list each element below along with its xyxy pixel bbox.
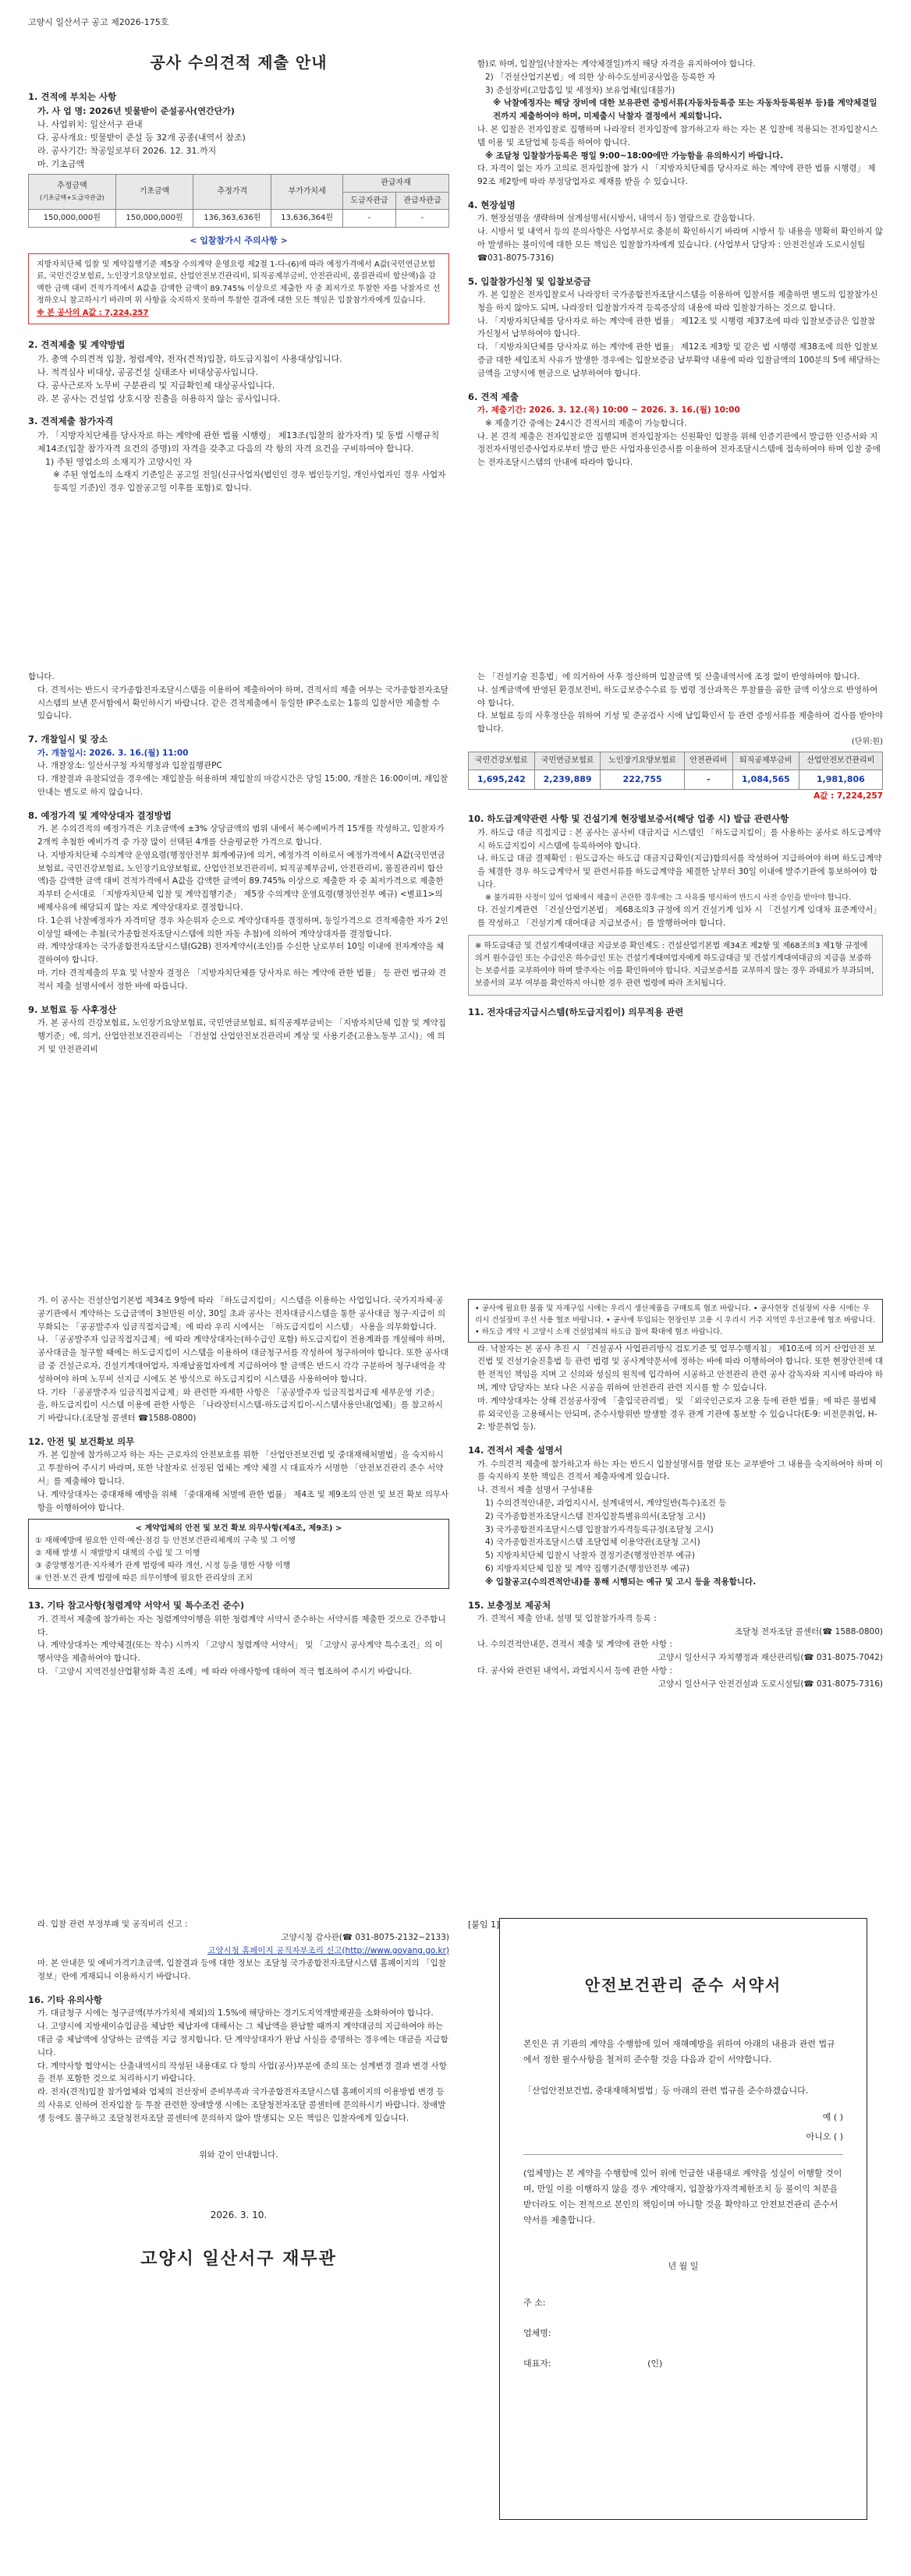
pledge-no-row (500, 2130, 867, 2143)
doc-list-5: 5) 지방자치단체 입찰시 낙찰자 결정기준(행정안전부 예규) (485, 1551, 695, 1561)
pledge-yes-check[interactable]: ( ) (833, 2112, 843, 2123)
td-safety: - (684, 770, 732, 789)
s8-item-b: 나. 지방자치단체 수의계약 운영요령(행정안전부 회계예규)에 의거, 예정가격 이하로서 예정가격에서 A값(국민연금보험료, 국민건강보험료, 노인장기요양보험료, 산업안전보건관리비, 퇴직공제부금비, 안전관리비, 품질관리비 합산액)을 감액한 금액 대비 견적가격에서 A값을 감액한 금액이 89.745% 이상으로 제출한 자 중 최저가격으로 제출한 자부터 순서대로 「지방자치단체 입찰 및 계약집행기준」 제5장 수의계약 운영요령(행정안전부 예규) <별표1>의 배제사유에 해당되지 않는 자로 계약상대자로 결정합니다. (37, 850, 445, 912)
cell-estimated-price: 136,363,636원 (193, 210, 271, 228)
annex-label: [붙임 1] (468, 1920, 500, 1930)
p2r-line-2: 나. 설계금액에 반영된 환경보전비, 하도급보증수수료 등 법령 정산과목은 투찰률을 곱한 금액 이상으로 반영하여야 합니다. (477, 685, 878, 708)
s15-item-a: 가. 견적서 제출 안내, 설명 및 입찰참가자격 등록 : (477, 1613, 657, 1623)
page4-left-column (28, 1918, 449, 2273)
safety-duty-1: ① 재해예방에 필요한 인력·예산·점검 등 안전보건관리체계의 구축 및 그 이행 (35, 1537, 296, 1546)
s13-item-e: 마. 계약상대자는 상해 건설공사장에 「출입국관리법」 및 「외국인근로자 고용 등에 관한 법률」에 따른 불법체류 외국인을 고용해서는 안되며, 준수사항위반 발생할 경우 관계 기관에 통보할 수 있습니다(E-9: 비전문취업, H-2: 방문취업 등). (477, 1396, 877, 1432)
s8-item-e: 마. 기타 견적제출의 무효 및 낙찰자 결정은 「지방자치단체를 당사자로 하는 계약에 관한 법률」 등 관련 법규와 견적서 제출 설명서에서 정한 바에 따릅니다. (37, 968, 447, 991)
s15-item-b: 나. 수의견적안내문, 견적서 제출 및 계약에 관한 사항 : (477, 1640, 672, 1650)
cell-government-supply: - (395, 210, 448, 228)
th-safety: 안전관리비 (684, 752, 732, 770)
s12-item-b: 나. 계약상대자는 중대재해 예방을 위해 「중대재해 처벌에 관한 법률」 제4조 및 제9조의 안전 및 보건 확보 의무사항을 이행하여야 합니다. (37, 1489, 449, 1513)
section-9-heading: 9. 보험료 등 사후정산 (28, 1003, 117, 1015)
s15-item-b-contact: 고양시 일산서구 자치행정과 재산관리팀(☎ 031-8075-7042) (658, 1653, 883, 1663)
s10-item-b-note: ※ 불가피한 사정이 있어 업체에서 제출이 곤란한 경우에는 그 사유를 명시하여 반드시 사전 승인을 받아야 합니다. (485, 893, 852, 902)
opening-place: 나. 개찰장소: 일산서구청 자치행정과 입찰집행관PC (37, 761, 222, 771)
doc-list-4: 4) 국가종합전자조달시스템 조달업체 이용약관(조달청 고시) (485, 1537, 700, 1548)
s4-item-a: 가. 현장설명을 생략하며 설계설명서(시방서, 내역서 등) 열람으로 갈음합니다. (477, 214, 756, 224)
td-health: 1,695,242 (469, 770, 535, 789)
safety-duty-3: ③ 중앙행정기관·지자체가 관계 법령에 따라 개선, 시정 등을 명한 사항 이행 (35, 1562, 291, 1571)
pledge-representative-row (500, 2357, 867, 2370)
pledge-address: 주 소: (523, 2297, 546, 2308)
td-retirement: 1,084,565 (732, 770, 799, 789)
document-title: 공사 수의견적 제출 안내 (150, 53, 328, 73)
section-4-heading: 4. 현장설명 (468, 199, 516, 211)
p2-item-da: 다. 견적서는 반드시 국가종합전자조달시스템을 이용하여 제출하여야 하며, 견적서의 제출 여부는 국가종합전자조달시스템의 보낸 문서함에서 확인하시기 바랍니다. 같은 견적제출에서 동일한 IP주소로는 1통의 입찰서만 제출할 수 있습니다. (37, 685, 448, 721)
issuer-signature: 고양시 일산서구 재무관 (140, 2249, 337, 2269)
col-government-supply: 관급자관급 (395, 192, 448, 210)
doc-list-1: 1) 수의견적안내문, 과업지시서, 설계내역서, 계약일반(특수)조건 등 (485, 1498, 727, 1508)
doc-list-note: ※ 입찰공고(수의견적안내)를 통해 시행되는 예규 및 고시 등을 적용합니다. (485, 1576, 757, 1587)
s15-item-c-contact: 고양시 일산서구 안전건설과 도로시설팀(☎ 031-8075-7316) (658, 1679, 883, 1689)
pledge-company: 업체명: (523, 2327, 551, 2338)
s3-item-c: ※ 주된 영업소의 소재지 기준일은 공고일 전일(신규사업자(법인인 경우 법인등기일, 개인사업자인 경우 사업자등록일 기준)인 경우 입찰공고일 이후를 포함)로 합니다. (53, 470, 446, 493)
col-base-amount: 기초금액 (115, 175, 193, 210)
page3-right-column (468, 1294, 883, 1691)
section-10-heading: 10. 하도급계약관련 사항 및 건설기계 현장별보증서(해당 업종 시) 발급 관련사항 (468, 813, 789, 825)
section-6-heading: 6. 견적 제출 (468, 391, 519, 402)
project-name: 가. 사 업 명: 2026년 빗물받이 준설공사(연간단가) (37, 105, 235, 116)
s16-item-d: 라. 전자(견적)입찰 참가업체와 업체의 전산장비 준비부족과 국가종합전자조달시스템 홈페이지의 이용방법 변경 등의 사유로 인하여 전자입찰 등 투찰 관련한 장애발생 시에는 조달청전자조달 콜센터에 문의하시기 바랍니다. 장애발생 등에도 불구하고 조달청전자조달 콜센터에 문의하지 않아 발생되는 모든 책임은 입찰자에게 있습니다. (37, 2087, 446, 2123)
project-location: 나. 사업위치: 일산서구 관내 (37, 119, 143, 129)
local-cooperation-box: • 공사에 필요한 물품 및 자재구입 시에는 우리시 생산제품을 구매토록 협조 바랍니다. • 공사현장 건설장비 사용 시에는 우리시 건설장비 우선 사용 협조 바랍니다. • 공사에 투입되는 현장인부 고용 시 우리시 거주 지역민 우선고용에 협조 바랍니다. • 하도급 계약 시 고양시 소재 건설업체의 하도급 참여 확대에 협조 바랍니다. (468, 1299, 883, 1343)
a-value-total: A값 : 7,224,257 (814, 791, 883, 801)
p2r-line-3: 다. 보험료 등의 사후정산을 위하여 기성 및 준공검사 시에 납입확인서 등 관련 증빙서류를 제출하여 검사를 받아야 합니다. (477, 711, 883, 734)
s16-item-c: 다. 계약사항 협약서는 산출내역서의 작성된 내용대로 다 항의 사업(공사)부분에 준의 또는 설계변경 결과 변경 사항을 전부 포함한 것으로 처리하시기 바랍니다. (37, 2061, 447, 2084)
r-line-4b: ※ 조달청 입찰참가등록은 평일 9:00~18:00에만 가능함을 유의하시기 바랍니다. (485, 150, 783, 161)
issue-date: 2026. 3. 10. (210, 2210, 268, 2221)
pledge-representative: 대표자: (523, 2358, 551, 2369)
closing-line: 위와 같이 안내합니다. (199, 2150, 278, 2160)
s10-item-b: 나. 하도급 대금 결제확인 : 원도급자는 하도급 대금지급확인(지급)합의서를 작성하여 지급하여야 하며 하도급계약을 체결한 경우 하도급계약서 및 관련서류를 하도급계약을 체결한 날부터 30일 이내에 발주기관에 통보하여야 합니다. (477, 854, 882, 890)
s15-item-a-contact: 조달청 전자조달 콜센터(☎ 1588-0800) (735, 1626, 883, 1637)
section-5-heading: 5. 입찰참가신청 및 입찰보증금 (468, 275, 591, 287)
th-health: 국민건강보험료 (469, 752, 535, 770)
audit-contact: 고양시청 감사관(☎ 031-8075-2132~2133) (281, 1932, 449, 1942)
s5-item-c: 다. 「지방자치단체를 당사자로 하는 계약에 관한 법률」 제12조 제3항 및 같은 법 시행령 제38조에 의한 입찰보증금 대한 세입조치 사유가 발생한 경우에는 입찰보증금 납부확약 내용에 따라 입찰금액의 100분의 5에 해당하는 금액을 고양시에 현금으로 납부하여야 합니다. (477, 342, 881, 378)
th-pension: 국민연금보험료 (534, 752, 601, 770)
cell-estimated-amount: 150,000,000원 (29, 210, 116, 228)
td-longterm: 222,755 (601, 770, 684, 789)
base-amount-label: 마. 기초금액 (37, 159, 85, 170)
pledge-date: 년 월 일 (668, 2260, 699, 2271)
r-line-1: 함)로 하며, 입찰일(낙찰자는 계약체결일)까지 해당 자격을 유지하여야 합니다. (477, 59, 756, 69)
page3-left-column (28, 1294, 449, 1679)
page-3 (0, 1286, 911, 1926)
section-8-heading: 8. 예정가격 및 계약상대자 결정방법 (28, 809, 172, 821)
pledge-no-check[interactable]: ( ) (833, 2132, 843, 2143)
cell-base-amount: 150,000,000원 (115, 210, 193, 228)
submission-period-note: ※ 제출기간 중에는 24시간 견적서의 제출이 가능합니다. (485, 418, 687, 428)
section-12-heading: 12. 안전 및 보건확보 의무 (28, 1435, 135, 1447)
page2-right-column (468, 671, 883, 1019)
col-estimated-price: 추정가격 (193, 175, 271, 210)
s9-item-a: 가. 본 공사의 건강보험료, 노인장기요양보험료, 국민연금보험료, 퇴직공제부금비는 「지방자치단체 입찰 및 계약집행기준」에, 의거, 산업안전보건관리비는 「건설업 산업안전보건관리비 계상 및 사용기준(고용노동부 고시)」에 의거 및 안전관리비 (37, 1017, 446, 1054)
s11-item-b: 나. 「공공발주자 임금직접지급제」에 따라 계약상대자는(하수급인 포함) 하도급지킴이 전용계좌를 개설해야 하며, 공사대금을 청구할 때에는 하도급지킴이 시스템을 이용하여 대금청구서를 작성하여 청구하여야 합니다. 또한 공사대금 중 건설근로자, 건설기계대여업자, 자재납품업자에게 지급하여야 할 금액은 반드시 각각 구분하여 청구내역을 작성하여야 하며 노무비 선지급 시에도 본 방식으로 하도급지킴이 시스템을 사용하여야 합니다. (37, 1335, 448, 1384)
s16-item-b: 나. 고양시에 지방세이슈입금을 체납한 체납자에 대해서는 그 체납액을 완납할 때까지 계약대금의 지급하여야 하는 대금 중 체납액에 상당하는 금액을 지급 정지합니다. 단 계약상대자가 완납 사실을 증명하는 경우에는 대금을 지급합니다. (37, 2022, 448, 2058)
s13-item-c: 다. 「고양시 지역건설산업활성화 촉진 조례」에 따라 아래사항에 대하여 적극 협조하여 주시기 바랍니다. (37, 1666, 413, 1676)
section-15-heading: 15. 보충정보 제공처 (468, 1599, 551, 1611)
r-line-3b: ※ 낙찰예정자는 해당 장비에 대한 보유관련 증빙서류(자동차등록증 또는 자동차등록원부 등)를 계약체결일 전까지 제출하여야 하며, 미제출시 낙찰자 결정에서 제외합니다. (493, 98, 877, 122)
pledge-paragraph-2: 「산업안전보건법, 중대재해처벌법」등 아래의 관련 법규를 준수하겠습니다. (523, 2085, 809, 2096)
base-amount-table (28, 174, 449, 228)
s13-item-b: 나. 계약상대자는 계약체결(또는 착수) 시까지 「고양시 청렴계약 서약서」 및 「고양시 공사계약 특수조건」의 이행서약을 제출하여야 합니다. (37, 1640, 443, 1664)
doc-list-2: 2) 국가종합전자조달시스템 전자입찰특별유의서(조달청 고시) (485, 1511, 706, 1521)
s15-item-d: 라. 입찰 관련 부정부패 및 공직비리 신고 : (37, 1920, 188, 1929)
submission-period: 가. 제출기간: 2026. 3. 12.(목) 10:00 ~ 2026. 3. 16.(월) 10:00 (477, 405, 740, 415)
s15-item-c: 다. 공사와 관련된 내역서, 과업지시서 등에 관한 사항 : (477, 1666, 672, 1676)
col-vat: 부가가치세 (271, 175, 343, 210)
unit-label: (단위:원) (851, 737, 883, 746)
section-14-heading: 14. 견적서 제출 설명서 (468, 1445, 563, 1456)
pledge-title: 안전보건관리 준수 서약서 (584, 1976, 782, 1994)
s4-item-b: 나. 시방서 및 내역서 등의 문의사항은 사업부서로 충분히 확인하시기 바라며 시방서 등 내용을 명확히 확인하지 않아 발생하는 불이익에 대한 모든 책임은 입찰참가자에게 있습니다. (사업부서 담당자 : 안전건설과 도로시설팀 ☎031-8075-7316) (477, 227, 883, 263)
bidding-caution-box (28, 253, 449, 325)
pledge-paragraph-1: 본인은 귀 기관의 계약을 수행함에 있어 재해예방을 위하여 아래의 내용과 관련 법규에서 정한 필수사항을 철저히 준수할 것을 다음과 같이 서약합니다. (523, 2039, 835, 2065)
section-1-heading: 1. 견적에 부치는 사항 (28, 91, 117, 103)
insurance-table (468, 752, 883, 790)
page1-right-column (468, 58, 883, 469)
col-supplied-materials: 관급자재 (342, 175, 448, 193)
s3-item-b: 1) 주된 영업소의 소재지가 고양시인 자 (45, 457, 193, 468)
s14-item-a: 가. 수의견적 제출에 참가하고자 하는 자는 반드시 입찰설명서를 열람 또는 교부받아 그 내용을 숙지하여야 하며 이를 숙지하지 못한 책임은 견적서 제출자에게 있습니다. (477, 1459, 883, 1482)
td-industrial-safety: 1,981,806 (799, 770, 882, 789)
s5-item-b: 나. 「지방자치단체를 당사자로 하는 계약에 관한 법률」 제12조 및 시행령 제37조에 따라 입찰보증금은 입찰참가신청서 납부하여야 합니다. (477, 316, 876, 339)
s2-item-d: 라. 본 공사는 건설업 상호시장 진출을 허용하지 않는 공사입니다. (37, 394, 281, 405)
guarantee-note-box: ※ 하도급대금 및 건설기계대여대금 지급보증 확인제도 : 건설산업기본법 제34조 제2항 및 제68조의3 제1항 규정에 의거 원수급인 또는 수급인은 하수급인 또는 건설기계대여업자에게 하도급대금 및 건설기계대여대금의 지급을 보증하는 보증서를 교부하여야 하며 발주자는 이를 확인하여야 합니다. 지급보증서를 교부하지 않는 경우 과태료가 부과되며, 보증서의 교부 여부를 확인하지 아니한 경우 관련 법령에 따라 조치됩니다. (468, 935, 883, 996)
section-7-heading: 7. 개찰일시 및 장소 (28, 734, 108, 745)
cell-contractor-supply: - (342, 210, 395, 228)
project-period: 라. 공사기간: 착공일로부터 2026. 12. 31.까지 (37, 146, 217, 156)
a-value-note: ※ 본 공사의 A값 : 7,224,257 (37, 308, 149, 317)
s3-item-a: 가. 「지방자치단체를 당사자로 하는 계약에 관한 법률 시행령」 제13조(입찰의 참가자격) 및 동법 시행규칙 제14조(입찰 참가자격 요건의 증명)의 자격을 갖추고 다음의 각 항의 자격 요건을 구비하여야 합니다. (37, 430, 440, 454)
section-13-heading: 13. 기타 참고사항(청렴계약 서약서 및 특수조건 준수) (28, 1600, 245, 1612)
s5-item-a: 가. 본 입찰은 전자입찰로서 나라장터 국가종합전자조달시스템을 이용하여 입찰서를 제출하면 별도의 입찰참가신청을 하지 않아도 되며, 나라장터 입찰참가자격 등록증상의 내용에 따라 입찰참가하는 것으로 합니다. (477, 289, 878, 313)
rebid-note: 다. 개찰결과 유찰되었을 경우에는 재입찰을 허용하며 재입찰의 마감시간은 당일 15:00, 개찰은 16:00이며, 재입찰 안내는 별도로 하지 않습니다. (37, 774, 448, 797)
r-line-3: 3) 준설장비(고압흡입 및 세정차) 보유업체(임대불가) (485, 85, 675, 95)
doc-list-6: 6) 지방자치단체 입찰 및 계약 집행기준(행정안전부 예규) (485, 1563, 690, 1573)
s15-item-e: 마. 본 안내문 및 예비가격기초금액, 입찰결과 등에 대한 정보는 조달청 국가종합전자조달시스템 홈페이지의 「입찰정보」란에 게재되니 이용하시기 바랍니다. (37, 1959, 446, 1982)
s13-item-a: 가. 견적서 제출에 참가하는 자는 청렴계약이행을 위한 청렴계약 서약서 준수하는 서약서를 제출한 것으로 간주합니다. (37, 1614, 446, 1637)
pledge-seal: (인) (647, 2358, 663, 2369)
page1-left-column (28, 0, 449, 495)
doc-list-3: 3) 국가종합전자조달시스템 입찰참가자격등록규정(조달청 고시) (485, 1524, 714, 1534)
pledge-yes-row (500, 2111, 867, 2124)
section-2-heading: 2. 견적제출 및 계약방법 (28, 339, 126, 351)
s11-item-c: 다. 기타 「공공발주자 임금직접지급제」와 관련한 자세한 사항은 「공공발주자 임금직접지급제 세부운영 기준」을, 하도급지킴이 시스템 이용에 관한 사항은 「나라장터시스템-하도급지킴이-시스템사용안내(업체)」를 참고하시기 바랍니다.(조달청 콜센터 ☎1588-0800) (37, 1387, 443, 1424)
pledge-no-label: 아니오 (806, 2132, 831, 2143)
pledge-yes-label: 예 (822, 2112, 831, 2123)
s2-item-c: 다. 공사근로자 노무비 구분관리 및 지급확인제 대상공사입니다. (37, 380, 275, 391)
s11-item-a: 가. 이 공사는 건설산업기본법 제34조 9항에 따라 「하도급지킴이」시스템을 이용하는 사업입니다. 국가지자체·공공기관에서 계약하는 도급금액이 3천만원 이상, 30일 초과 공사는 전자대금시스템을 통한 공사대금 청구·지급이 의무화되는 「공공발주자 임금직접지급제」에 따라 우리 시에서는 「하도급지킴이 시스템」 사용을 의무화합니다. (37, 1296, 446, 1332)
s2-item-a: 가. 총액 수의견적 입찰, 청렴계약, 전자(견적)입찰, 하도급지침이 사용대상입니다. (37, 353, 342, 364)
s8-item-a: 가. 본 수의견적의 예정가격은 기초금액에 ±3% 상당금액의 범위 내에서 복수예비가격 15개를 작성하고, 입찰자가 2개씩 추첨한 예비가격 중 가장 많이 선택된 4개를 산술평균한 가격으로 합니다. (37, 824, 445, 847)
pledge-paragraph-3: (업체명)는 본 계약을 수행함에 있어 위에 언급한 내용대로 계약을 성실이 이행할 것이며, 만일 이를 이행하지 않을 경우 계약해지, 입찰참가자격제한조치 등 불이익 처분을 받더라도 이는 전적으로 본인의 책임이며 아니할 것을 확약하고 안전보건관리 준수서약서를 제출합니다. (523, 2168, 842, 2225)
safety-duties-box (28, 1519, 449, 1589)
r-line-4: 나. 본 입찰은 전자입찰로 집행하며 나라장터 전자입찰에 참가하고자 하는 자는 본 입찰에 적용되는 전자입찰시스템 이용 및 조달업체 등록을 하여야 합니다. (477, 124, 878, 147)
section-3-heading: 3. 견적제출 참가자격 (28, 416, 114, 427)
s16-item-a: 가. 대금청구 시에는 청구금액(부가가치세 제외)의 1.5%에 해당하는 경기도지역개발채권을 소화하여야 합니다. (37, 2008, 434, 2019)
page-2 (0, 647, 911, 1286)
p2-continuation: 합니다. (28, 672, 55, 681)
s8-item-d: 라. 계약상대자는 국가종합전자조달시스템(G2B) 전자계약서(조인)를 수신한 날로부터 10일 이내에 전자계약을 체결하여야 합니다. (37, 942, 445, 965)
page-1 (0, 0, 911, 639)
bidding-caution-heading: < 입찰참가시 주의사항 > (190, 235, 288, 246)
safety-duty-2: ② 재해 발생 시 재발방지 대책의 수립 및 그 이행 (35, 1549, 200, 1559)
col-contractor-supply: 도급자관급 (342, 192, 395, 210)
cell-vat: 13,636,364원 (271, 210, 343, 228)
s6-item-b: 나. 본 견적 제출은 전자입찰로만 집행되며 전자입찰자는 신원확인 입찰을 위해 인증기관에서 발급한 인증서와 지정전자서명인증사업자로부터 발급 받은 사업자용인증서를 이용하여 전자조달시스템에 접속하여야 하며 입찰 중에는 전자조달시스템의 안내에 따라야 합니다. (477, 431, 881, 468)
corruption-report-link[interactable]: 고양시청 홈페이지 공직자부조리 신고(http://www.goyang.go.kr) (207, 1945, 449, 1955)
bidding-caution-text: 지방자치단체 입찰 및 계약집행기준 제5장 수의계약 운영요령 제2절 1-다-(6)에 따라 예정가격에서 A값(국민연금보험료, 국민건강보험료, 노인장기요양보험료, 산업안전보건관리비, 퇴직공제부금비, 안전관리비, 품질관리비 합산액)을 감액한 금액 대비 견적가격에서 A값을 감액한 금액이 89.745% 이상으로 제출한 자 중 최저가로 투찰한 자를 낙찰자로 선정하오니 참고하시기 바라며 위 사항을 숙지하지 못하여 투찰한 결과에 대한 모든 책임은 입찰참가자에게 있습니다. (37, 260, 441, 306)
th-industrial-safety: 산업안전보건관리비 (799, 752, 882, 770)
r-line-5: 다. 자격이 없는 자가 고의로 전자입찰에 참가 시 「지방자치단체를 당사자로 하는 계약에 관한 법률 시행령」 제92조 제2항에 따라 부정당업자로 제재를 받을 수 있습니다. (477, 164, 876, 187)
safety-duties-heading: < 계약업체의 안전 및 보건 확보 의무사항(제4조, 제9조) > (135, 1524, 342, 1534)
safety-pledge-form (499, 1918, 867, 2520)
section-16-heading: 16. 기타 유의사항 (28, 1994, 103, 2005)
page2-left-column (28, 671, 449, 1056)
opening-datetime: 가. 개찰일시: 2026. 3. 16.(월) 11:00 (37, 748, 189, 758)
td-pension: 2,239,889 (534, 770, 601, 789)
col-estimated-amount: 추정금액 (기초금액+도급자관급) (29, 175, 116, 210)
s12-item-a: 가. 본 입찰에 참가하고자 하는 자는 근로자의 안전보호를 위한 「산업안전보건법 및 중대재해처벌법」을 숙지하시고 투찰하여 주시기 바라며, 또한 낙찰자로 선정된 업체는 계약 체결 시 대표자가 서명한 「안전보건관리 준수 서약서」를 제출해야 합니다. (37, 1450, 444, 1486)
s8-item-c: 다. 1순위 낙찰예정자가 자격미달 경우 차순위자 순으로 계약상대자를 결정하며, 동일가격으로 견적제출한 자가 2인 이상일 때에는 추첨(국가종합전자조달시스템에 의한 자동 추첨)에 의하여 계약상대자를 결정합니다. (37, 915, 448, 939)
r-line-2: 2) 「건설산업기본법」에 의한 상·하수도설비공사업을 등록한 자 (485, 72, 716, 82)
s2-item-b: 나. 적격심사 비대상, 공공건설 실태조사 비대상공사입니다. (37, 367, 258, 377)
s13-item-d: 라. 낙찰자는 본 공사 추진 시 「건설공사 사업관리방식 검토기준 및 업무수행지침」 제10조에 의거 산업안전 보건법 및 건설기술진흥법 등 관련 법령 및 공사계약문서에 정하는 바에 따라 이행하여야 합니다. 또한 현장안전에 대한 전적인 책임을 지며 고 신의와 성실의 원칙에 입각하여 시공하고 안전관리 관련 공사 감독자와 지시에 따라야 하며, 계약 담당자는 보다 나은 시공을 위하여 안전관리 관련 지시를 할 수 있습니다. (477, 1343, 883, 1392)
pledge-divider (523, 2154, 843, 2155)
s14-item-b: 나. 견적서 제출 설명서 구성내용 (477, 1485, 594, 1495)
s10-item-c: 다. 건설기계관련 「건설산업기본법」 제68조의3 규정에 의거 건설기계 임차 시 「건설기계 임대차 표준계약서」를 작성하고 「건설기계 대여대금 지급보증서」를 발행하여야 합니다. (477, 904, 881, 928)
section-11-heading: 11. 전자대금지급시스템(하도급지킴이) 의무적용 관련 (468, 1006, 684, 1017)
th-retirement: 퇴직공제부금비 (732, 752, 799, 770)
th-longterm: 노인장기요양보험료 (601, 752, 684, 770)
project-outline: 다. 공사개요: 빗물받이 준설 등 32개 공종(내역서 참조) (37, 132, 246, 143)
public-notice-number: 고양시 일산서구 공고 제2026-175호 (28, 17, 169, 27)
s10-item-a: 가. 하도급 대금 직접지급 : 본 공사는 공사비 대금지급 시스템인 「하도급지킴이」를 사용하는 공사로 하도급계약 시 하도급지킴이 시스템에 등록하여야 합니다. (477, 827, 881, 851)
p2r-line-1: 는 「건설기술 진흥법」에 의거하여 사후 정산하며 입찰금액 및 산출내역서에 조정 없이 반영하여야 합니다. (477, 672, 860, 681)
safety-duty-4: ④ 안전·보건 관계 법령에 따른 의무이행에 필요한 관리상의 조치 (35, 1574, 253, 1583)
